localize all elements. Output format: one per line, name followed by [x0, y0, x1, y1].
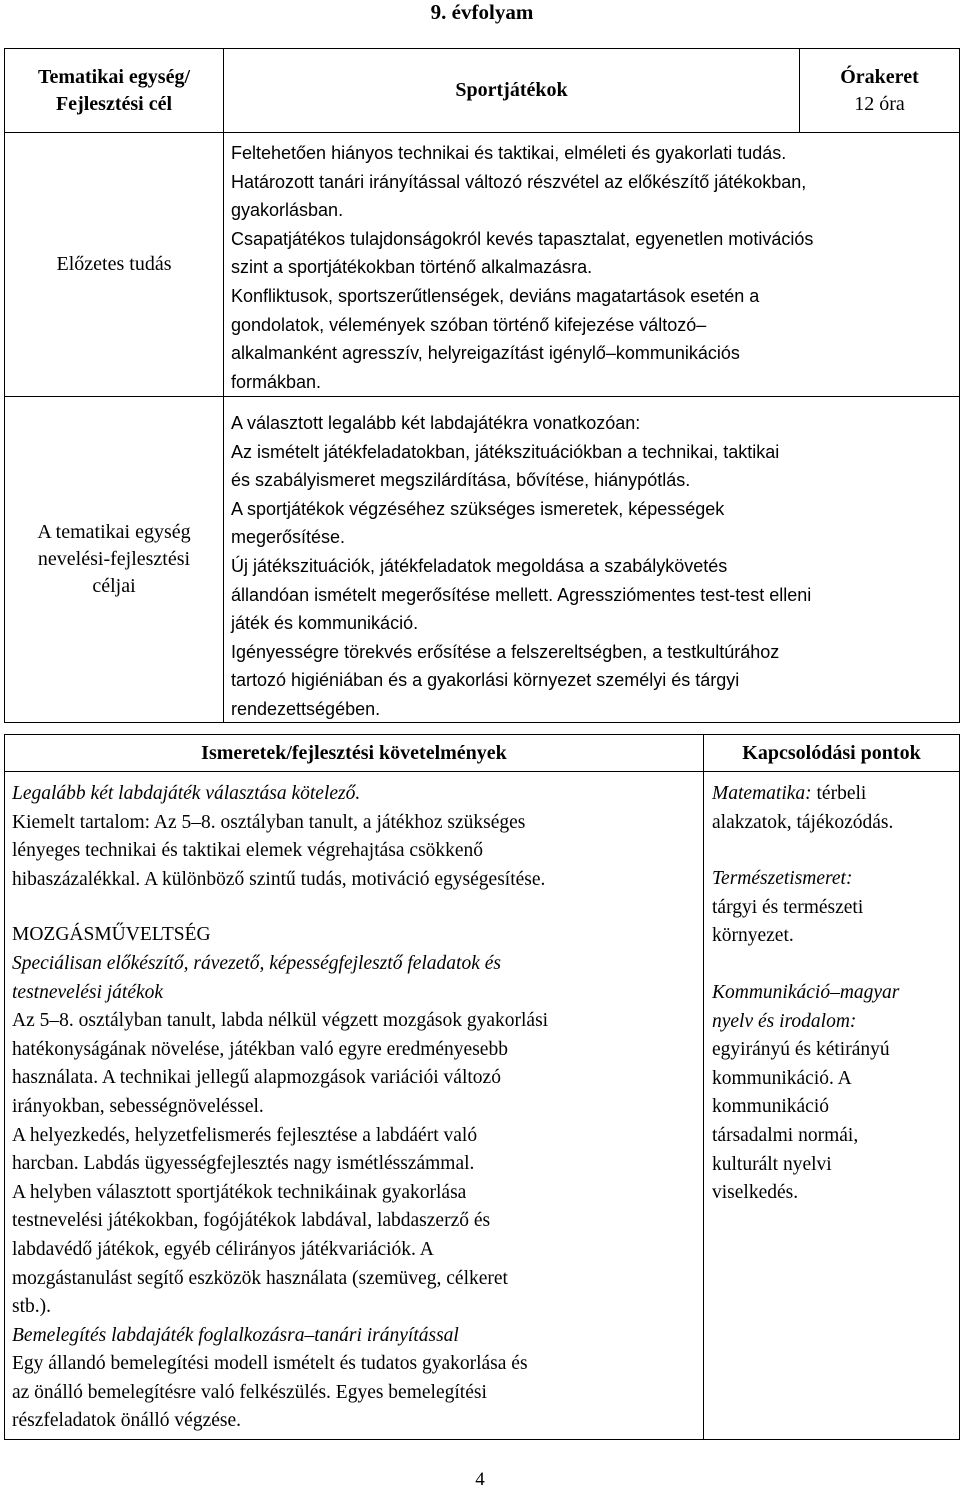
connections-header: Kapcsolódási pontok	[742, 741, 921, 764]
topic-title: Sportjátékok	[455, 79, 568, 101]
connection-text: társadalmi normái,	[712, 1124, 859, 1146]
connection-text: alakzatok, tájékozódás.	[712, 811, 894, 833]
requirement-line: Bemelegítés labdajáték foglalkozásra–tanári irányítással	[12, 1324, 459, 1346]
connection-line	[712, 1008, 957, 1037]
requirement-line: testnevelési játékokban, fogójátékok labdával, labdaszerző és	[12, 1210, 491, 1232]
connection-text: kommunikáció	[712, 1096, 829, 1118]
goals-label-line-2: nevelési-fejlesztési	[37, 548, 191, 570]
connection-text: környezet.	[712, 925, 794, 947]
requirement-line: Az 5–8. osztályban tanult, labda nélkül végzett mozgások gyakorlási	[12, 1010, 549, 1032]
goals-label-line-3: céljai	[92, 575, 136, 597]
goals-label-line-1: A tematikai egység	[37, 521, 191, 543]
unit-header-cell	[5, 49, 223, 132]
prior-knowledge-line: gondolatok, vélemények szóban történő kifejezése változó–	[231, 314, 707, 335]
connection-line	[712, 1179, 957, 1208]
prior-knowledge-label-cell	[5, 133, 223, 396]
prior-knowledge-text	[231, 139, 956, 396]
goals-text	[231, 409, 956, 724]
requirements-header: Ismeretek/fejlesztési követelmények	[201, 741, 507, 764]
connection-text: viselkedés.	[712, 1182, 799, 1204]
requirements-text	[12, 780, 702, 1436]
requirement-line: A helyezkedés, helyzetfelismerés fejlesztése a labdáért való	[12, 1124, 478, 1146]
unit-header-line-1: Tematikai egység/	[37, 65, 191, 88]
prior-knowledge-line: alkalmanként agresszív, helyreigazítást igénylő–kommunikációs	[231, 343, 740, 364]
goals-line: A választott legalább két labdajátékra vonatkozóan:	[231, 413, 641, 433]
connection-line	[712, 894, 957, 923]
grade-label: 9. évfolyam	[430, 0, 534, 24]
requirements-header-cell	[5, 735, 703, 771]
goals-line: állandóan ismételt megerősítése mellett. Agressziómentes test-test elleni	[231, 584, 812, 605]
goals-line: Új játékszituációk, játékfeladatok megoldása a szabálykövetés	[231, 555, 728, 576]
connection-line	[712, 1122, 957, 1151]
connection-line	[712, 1151, 957, 1180]
goals-line: megerősítése.	[231, 527, 346, 548]
requirement-line: Egy állandó bemelegítési modell ismételt és tudatos gyakorlása és	[12, 1353, 528, 1375]
prior-knowledge-label: Előzetes tudás	[56, 253, 172, 275]
connection-text: kulturált nyelvi	[712, 1153, 832, 1175]
goals-line: Igényességre törekvés erősítése a felszereltségben, a testkultúrához	[231, 641, 780, 662]
connection-line	[712, 1093, 957, 1122]
requirement-line: Kiemelt tartalom: Az 5–8. osztályban tanult, a játékhoz szükséges	[12, 811, 526, 833]
requirement-line: lényeges technikai és taktikai elemek végrehajtása csökkenő	[12, 840, 484, 862]
prior-knowledge-line: Feltehetően hiányos technikai és taktikai, elméleti és gyakorlati tudás.	[231, 143, 787, 163]
hours-value: 12 óra	[854, 92, 905, 115]
connection-line	[712, 865, 957, 894]
hours-cell	[800, 49, 959, 132]
topic-title-cell	[224, 49, 799, 132]
requirement-line: labdavédő játékok, egyéb célirányos játékvariációk. A	[12, 1238, 434, 1260]
requirement-line: Legalább két labdajáték választása kötelező.	[12, 783, 361, 804]
goals-label-cell	[5, 397, 223, 722]
subject-name: Matematika:	[712, 783, 812, 804]
requirement-line: stb.).	[12, 1296, 51, 1318]
prior-knowledge-line: szint a sportjátékokban történő alkalmazásra.	[231, 257, 593, 278]
page-number: 4	[475, 1469, 485, 1490]
requirement-line: Speciálisan előkészítő, rávezető, képességfejlesztő feladatok és	[12, 952, 501, 974]
prior-knowledge-line: gyakorlásban.	[231, 200, 344, 221]
connection-line	[712, 809, 957, 838]
connection-text: térbeli	[811, 783, 867, 804]
prior-knowledge-line: Konfliktusok, sportszerűtlenségek, deviáns magatartások esetén a	[231, 285, 760, 306]
requirement-line: használata. A technikai jellegű alapmozgások variációi változó	[12, 1067, 501, 1089]
unit-header-line-2: Fejlesztési cél	[55, 92, 173, 115]
requirement-line: hatékonyságának növelése, játékban való egyre eredményesebb	[12, 1038, 508, 1060]
goals-line: játék és kommunikáció.	[231, 613, 419, 634]
connection-line	[712, 1065, 957, 1094]
requirement-line: A helyben választott sportjátékok technikáinak gyakorlása	[12, 1181, 467, 1203]
connection-line	[712, 922, 957, 951]
connection-text: tárgyi és természeti	[712, 896, 864, 918]
subject-name: Természetismeret:	[712, 868, 853, 890]
section-spacer	[12, 894, 702, 921]
goals-line: Az ismételt játékfeladatokban, játékszituációkban a technikai, taktikai	[231, 441, 780, 462]
requirement-line: részfeladatok önálló végzése.	[12, 1410, 242, 1432]
connection-line	[712, 780, 957, 809]
connection-text: egyirányú és kétirányú	[712, 1039, 890, 1061]
goals-line: A sportjátékok végzéséhez szükséges ismeretek, képességek	[231, 498, 725, 519]
requirement-line: MOZGÁSMŰVELTSÉG	[12, 924, 211, 946]
connection-text: kommunikáció. A	[712, 1067, 852, 1089]
goals-line: tartozó higiéniában és a gyakorlási környezet személyi és tárgyi	[231, 670, 740, 691]
prior-knowledge-line: formákban.	[231, 371, 322, 392]
prior-knowledge-line: Csapatjátékos tulajdonságokról kevés tapasztalat, egyenetlen motivációs	[231, 228, 814, 249]
requirement-line: mozgástanulást segítő eszközök használata (szemüveg, célkeret	[12, 1267, 508, 1289]
subject-name: nyelv és irodalom:	[712, 1010, 857, 1032]
subject-name: Kommunikáció–magyar	[712, 981, 900, 1003]
goals-line: rendezettségében.	[231, 698, 381, 719]
requirement-line: testnevelési játékok	[12, 981, 164, 1003]
page-header	[0, 0, 960, 30]
connection-line	[712, 1036, 957, 1065]
requirement-line: az önálló bemelegítésre való felkészülés. Egyes bemelegítési	[12, 1381, 487, 1403]
hours-label: Órakeret	[840, 65, 919, 88]
connections-header-cell	[704, 735, 959, 771]
prior-knowledge-line: Határozott tanári irányítással változó részvétel az előkészítő játékokban,	[231, 171, 807, 192]
goals-line: és szabályismeret megszilárdítása, bővítése, hiánypótlás.	[231, 470, 691, 491]
requirement-line: irányokban, sebességnöveléssel.	[12, 1095, 264, 1117]
requirement-line: hibaszázalékkal. A különböző szintű tudás, motiváció egységesítése.	[12, 868, 546, 890]
requirement-line: harcban. Labdás ügyességfejlesztés nagy ismétlésszámmal.	[12, 1153, 475, 1175]
connections-text	[712, 780, 957, 1208]
connection-line	[712, 979, 957, 1008]
